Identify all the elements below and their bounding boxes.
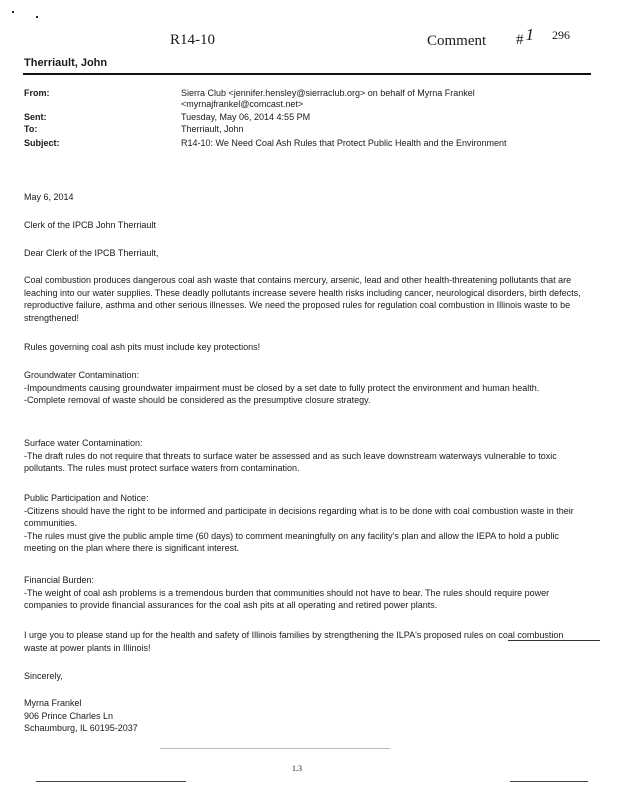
intro-paragraph: Coal combustion produces dangerous coal ash waste that contains mercury, arsenic, lead and other health-threatening pollutants that are leaching into our water supplies. These deadly pollutants increase severe health risks including cancer, neurological disorders, birth defects, reproductive failure, asthma and other serious illnesses. We need the proposed rules for regulation coal combustion in Illinois waste to be strengthened!	[24, 275, 581, 323]
signature-city: Schaumburg, IL 60195-2037	[24, 723, 138, 734]
letter-date: May 6, 2014	[24, 192, 74, 202]
financial-section	[24, 574, 584, 612]
signature-block	[24, 697, 584, 735]
financial-heading: Financial Burden:	[24, 575, 95, 585]
comment-number-stamp	[516, 25, 534, 49]
handwritten-underline	[508, 640, 600, 641]
participation-item: -The rules must give the public ample time (60 days) to comment meaningfully on any facility's plan and allow the IEPA to hold a public meeting on the plan where there is significant interest.	[24, 530, 559, 554]
letter-salutation: Dear Clerk of the IPCB Therriault,	[24, 248, 159, 258]
participation-item: -Citizens should have the right to be informed and participate in decisions regarding what is to be done with coal combustion waste in their communities.	[24, 505, 574, 529]
to-value: Therriault, John	[181, 124, 244, 134]
scan-speck	[36, 16, 38, 18]
from-value: Sierra Club <jennifer.hensley@sierraclub.org> on behalf of Myrna Frankel <myrnajfrankel@comcast.net>	[181, 88, 475, 109]
subject-label: Subject:	[24, 138, 60, 148]
participation-section	[24, 492, 584, 555]
surface-water-item: -The draft rules do not require that threats to surface water be assessed and as such leave downstream waterways vulnerable to toxic pollutants. The rules must protect surface waters from contamination.	[24, 450, 557, 474]
subject-value: R14-10: We Need Coal Ash Rules that Protect Public Health and the Environment	[181, 138, 507, 148]
rules-intro: Rules governing coal ash pits must include key protections!	[24, 342, 261, 352]
surface-water-section	[24, 437, 584, 475]
page-number-stamp: 296	[552, 28, 570, 42]
header-separator	[23, 73, 591, 75]
footer-rule	[510, 781, 588, 782]
groundwater-item: -Complete removal of waste should be considered as the presumptive closure strategy.	[24, 395, 371, 406]
to-label: To:	[24, 124, 38, 134]
footer-page-marker: 1.3	[292, 764, 302, 773]
comment-hash: #	[516, 32, 524, 48]
groundwater-section	[24, 369, 584, 407]
financial-item: -The weight of coal ash problems is a tremendous burden that communities should not have to bear. The rules should require power companies to provide financial assurances for the coal ash pits at all operating and retired power plants.	[24, 587, 550, 611]
closing-request: I urge you to please stand up for the health and safety of Illinois families by strengthening the ILPA's proposed rules on coal combustion waste at power plants in Illinois!	[24, 630, 564, 653]
docket-stamp: R14-10	[170, 32, 215, 48]
groundwater-item: -Impoundments causing groundwater impairment must be closed by a set date to fully protect the environment and human health.	[24, 382, 540, 393]
mailbox-owner: Therriault, John	[24, 57, 108, 69]
signoff: Sincerely,	[24, 671, 63, 681]
from-label: From:	[24, 88, 50, 98]
participation-heading: Public Participation and Notice:	[24, 493, 149, 503]
faint-scan-line	[160, 748, 390, 749]
surface-water-heading: Surface water Contamination:	[24, 438, 143, 448]
comment-stamp: Comment	[427, 33, 487, 49]
scan-speck	[12, 11, 14, 13]
comment-number: 1	[525, 25, 534, 44]
signature-name: Myrna Frankel	[24, 698, 82, 708]
signature-street: 906 Prince Charles Ln	[24, 710, 114, 721]
letter-recipient: Clerk of the IPCB John Therriault	[24, 220, 156, 230]
sent-label: Sent:	[24, 112, 47, 122]
groundwater-heading: Groundwater Contamination:	[24, 370, 140, 380]
footer-rule	[36, 781, 186, 782]
sent-value: Tuesday, May 06, 2014 4:55 PM	[181, 112, 311, 122]
